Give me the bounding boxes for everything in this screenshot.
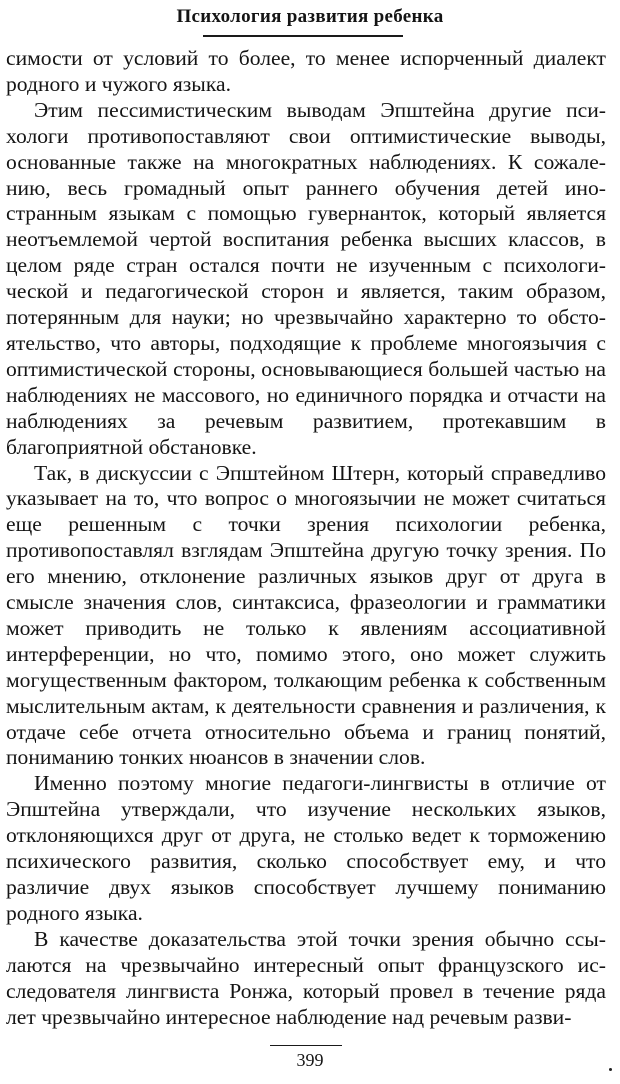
header-rule: [203, 35, 403, 37]
footer-rule: [270, 1045, 342, 1046]
paragraph: Так, в дискуссии с Эпштейном Штерн, который справедливо указывает на то, что вопрос о многоязычии не может считаться еще решенным с точки зрения психологии ребенка, противопоставлял взглядам Эпштейна другую точку зрения. По его мнению, отклонение различных языков друг от друга в смысле значения слов, синтаксиса, фразеологии и грамматики может приводить не только к явлениям ассоциативной интерференции, но что, помимо этого, оно может служить могущественным фактором, толкающим ребенка к собственным мыслительным актам, к деятельности сравнения и различения, к отдаче себе отчета относительно объема и границ понятий, пониманию тонких нюансов в значении слов.: [6, 460, 606, 770]
paragraph: В качестве доказательства этой точки зрения обычно ссылаются на чрезвычайно интересный опыт французского исследователя лингвиста Ронжа, который провел в течение ряда лет чрезвычайно интересное наблюдение над речевым разви-: [6, 926, 606, 1029]
running-header: Психология развития ребенка: [176, 6, 444, 27]
scan-speck: [609, 1068, 612, 1071]
paragraph: Этим пессимистическим выводам Эпштейна другие психологи противопоставляют свои оптимистические выводы, основанные также на многократных наблюдениях. К сожалению, весь громадный опыт раннего обучения детей иностранным языкам с помощью гувернанток, который является неотъемлемой чертой воспитания ребенка высших классов, в целом ряде стран остался почти не изученным с психологической и педагогической сторон и является, таким образом, потерянным для науки; но чрезвычайно характерно то обстоятельство, что авторы, подходящие к проблеме многоязычия с оптимистической стороны, основывающиеся большей частью на наблюдениях не массового, но единичного порядка и отчасти на наблюдениях за речевым развитием, протекавшим в благоприятной обстановке.: [6, 97, 606, 459]
paragraph: Именно поэтому многие педагоги-лингвисты в отличие от Эпштейна утверждали, что изучение нескольких языков, отклоняющихся друг от друга, не столько ведет к торможению психического развития, сколько способствует ему, и что различие двух языков способствует лучшему пониманию родного языка.: [6, 771, 606, 925]
page-number: 399: [296, 1050, 324, 1070]
paragraph: симости от условий то более, то менее испорченный диалект родного и чужого языка.: [6, 46, 606, 96]
body-text: [6, 46, 606, 1030]
